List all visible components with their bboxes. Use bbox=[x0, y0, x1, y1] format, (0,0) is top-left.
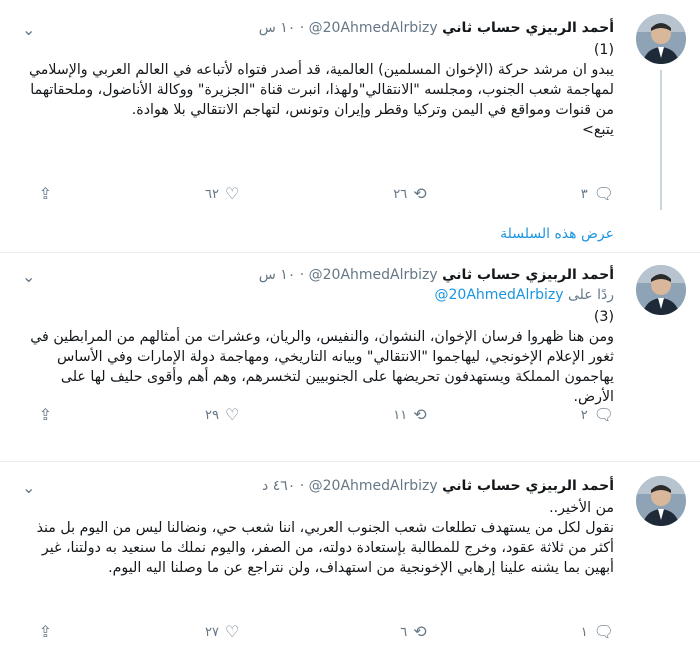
share-icon: ⇪ bbox=[38, 405, 53, 424]
tweet-actions bbox=[22, 622, 614, 642]
tweet-header bbox=[22, 476, 614, 496]
show-thread-link[interactable]: عرض هذه السلسلة bbox=[500, 226, 614, 242]
reply-icon: 🗨 bbox=[593, 184, 614, 203]
reply-button[interactable] bbox=[474, 624, 614, 640]
reply-count: ١ bbox=[580, 624, 588, 640]
reply-count: ٢ bbox=[580, 407, 588, 423]
tweet-text: (3) ومن هنا ظهروا فرسان الإخوان، النشوان، والنفيس، والريان، وعشرات من أمثالهم من المرابطين في ثغور الإعلام الإخونجي، ليهاجموا "الانتقالي" وبيانه التاريخي، ومهاجمة دولة الإمارات وفي الأساس يهاجمون المملكة ويستهدفون تحريضها على الجنوبيين لتخسرهم، وهم أهم وأقوى حليف لها على الأرض. bbox=[30, 309, 614, 405]
tweet-header bbox=[22, 265, 614, 285]
tweet-content bbox=[22, 265, 614, 407]
display-name[interactable]: أحمد الربيزي حساب ثاني bbox=[442, 478, 614, 494]
retweet-count: ١١ bbox=[393, 407, 408, 423]
tweet-text: من الأخير.. نقول لكل من يستهدف تطلعات شعب الجنوب العربي، اننا شعب حي، ونضالنا ليس من اليوم بل منذ أكثر من ثلاثة عقود، وخرج للمطالبة بإستعادة دولته، من الصفر، واليوم نملك ما سنعيد به دولتنا، غير أبهين بما يشنه علينا إرهابي الإخونجية من استهداف، ولن نتراجع عن ما وصلنا اليه اليوم. bbox=[36, 500, 614, 576]
tweet-text: (1) يبدو ان مرشد حركة (الإخوان المسلمين) العالمية، قد أصدر فتواه لأتباعه في العالم العربي والإسلامي لمهاجمة شعب الجنوب، ومجلسه "الانتقالي"ولهذا، انبرت قناة "الجزيرة" ووكالة الأناضول، وملحقاتهما من قنوات ومواقع في اليمن وتركيا وقطر وإيران وتونس، لتهاجم الانتقالي بلا هوادة. يتبع> bbox=[28, 42, 614, 138]
chevron-down-icon[interactable]: ⌄ bbox=[22, 20, 36, 39]
like-count: ٢٧ bbox=[205, 624, 219, 640]
retweet-button[interactable] bbox=[287, 624, 427, 640]
like-button[interactable] bbox=[99, 407, 239, 423]
share-button[interactable] bbox=[22, 624, 52, 640]
avatar[interactable] bbox=[636, 265, 686, 315]
avatar[interactable] bbox=[636, 14, 686, 64]
heart-icon: ♡ bbox=[225, 622, 240, 641]
display-name[interactable]: أحمد الربيزي حساب ثاني bbox=[442, 20, 614, 36]
retweet-count: ٢٦ bbox=[393, 186, 408, 202]
heart-icon: ♡ bbox=[225, 184, 240, 203]
retweet-button[interactable] bbox=[287, 407, 427, 423]
chevron-down-icon[interactable]: ⌄ bbox=[22, 478, 36, 497]
username[interactable]: @20AhmedAlrbizy bbox=[308, 20, 438, 36]
tweet[interactable] bbox=[0, 462, 700, 655]
reply-icon: 🗨 bbox=[593, 622, 614, 641]
tweet[interactable] bbox=[0, 0, 700, 252]
timestamp[interactable]: ١٠ س bbox=[258, 20, 296, 36]
display-name[interactable]: أحمد الربيزي حساب ثاني bbox=[442, 267, 614, 283]
retweet-icon: ⟲ bbox=[413, 184, 427, 203]
reply-button[interactable] bbox=[474, 407, 614, 423]
reply-icon: 🗨 bbox=[593, 405, 614, 424]
reply-mention[interactable]: @20AhmedAlrbizy bbox=[434, 287, 564, 303]
avatar[interactable] bbox=[636, 476, 686, 526]
retweet-button[interactable] bbox=[287, 186, 427, 202]
tweet-actions bbox=[22, 405, 614, 425]
reply-prefix: ردًا على bbox=[568, 287, 614, 303]
retweet-icon: ⟲ bbox=[413, 405, 427, 424]
reply-count: ٣ bbox=[580, 186, 588, 202]
share-icon: ⇪ bbox=[38, 622, 53, 641]
tweet-actions bbox=[22, 184, 614, 204]
timestamp[interactable]: ١٠ س bbox=[258, 267, 296, 283]
username[interactable]: @20AhmedAlrbizy bbox=[308, 267, 438, 283]
like-button[interactable] bbox=[99, 186, 239, 202]
tweet-header bbox=[22, 18, 614, 38]
tweet-content bbox=[22, 18, 614, 140]
replying-to bbox=[22, 285, 614, 305]
separator: · bbox=[299, 478, 305, 494]
retweet-count: ٦ bbox=[400, 624, 408, 640]
reply-button[interactable] bbox=[474, 186, 614, 202]
username[interactable]: @20AhmedAlrbizy bbox=[308, 478, 438, 494]
like-count: ٢٩ bbox=[205, 407, 219, 423]
thread-connector bbox=[660, 70, 662, 210]
share-button[interactable] bbox=[22, 186, 52, 202]
separator: · bbox=[299, 267, 305, 283]
tweet-content bbox=[22, 476, 614, 578]
chevron-down-icon[interactable]: ⌄ bbox=[22, 267, 36, 286]
separator: · bbox=[299, 20, 305, 36]
heart-icon: ♡ bbox=[225, 405, 240, 424]
timestamp[interactable]: ٤٦٠ د bbox=[262, 478, 296, 494]
share-icon: ⇪ bbox=[38, 184, 53, 203]
share-button[interactable] bbox=[22, 407, 52, 423]
tweet[interactable] bbox=[0, 253, 700, 462]
like-count: ٦٢ bbox=[205, 186, 219, 202]
retweet-icon: ⟲ bbox=[413, 622, 427, 641]
like-button[interactable] bbox=[99, 624, 239, 640]
